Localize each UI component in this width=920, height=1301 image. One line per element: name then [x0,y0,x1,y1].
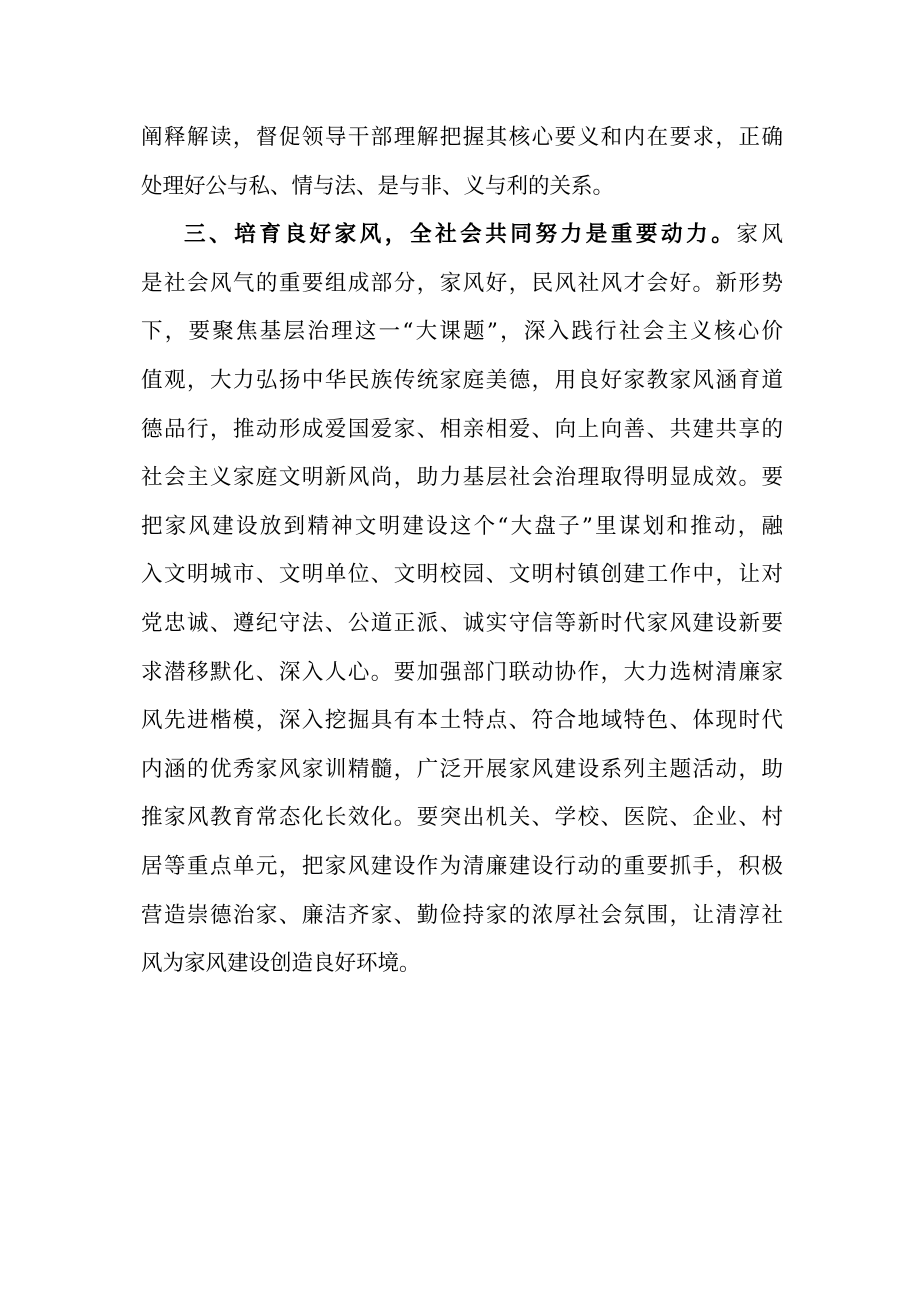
section-heading: 三、培育良好家风，全社会共同努力是重要动力。 [184,222,737,248]
text-line: 居等重点单元，把家风建设作为清廉建设行动的重要抓手，积极 [141,853,783,879]
text-line: 下，要聚焦基层治理这一“大课题”，深入践行社会主义核心价 [141,319,783,345]
text-line: 阐释解读，督促领导干部理解把握其核心要义和内在要求，正确 [141,125,783,150]
text-line: 内涵的优秀家风家训精髓，广泛开展家风建设系列主题活动，助 [141,756,783,782]
text-line: 值观，大力弘扬中华民族传统家庭美德，用良好家教家风涵育道 [141,367,783,393]
text-line: 德品行，推动形成爱国爱家、相亲相爱、向上向善、共建共享的 [141,416,783,442]
paragraph-continuation [141,114,783,211]
text-line: 是社会风气的重要组成部分，家风好，民风社风才会好。新形势 [141,270,783,296]
text-line: 党忠诚、遵纪守法、公道正派、诚实守信等新时代家风建设新要 [141,610,783,636]
text-line: 求潜移默化、深入人心。要加强部门联动协作，大力选树清廉家 [141,659,783,685]
text-line: 处理好公与私、情与法、是与非、义与利的关系。 [141,173,615,199]
text-line: 推家风教育常态化长效化。要突出机关、学校、医院、企业、村 [141,805,783,831]
text-line-with-heading [141,211,783,260]
text-line: 风先进楷模，深入挖掘具有本土特点、符合地域特色、体现时代 [141,708,783,734]
text-line: 入文明城市、文明单位、文明校园、文明村镇创建工作中，让对 [141,562,783,588]
text-line: 社会主义家庭文明新风尚，助力基层社会治理取得明显成效。要 [141,465,783,491]
paragraph-section-three [141,211,783,989]
text-line: 风为家风建设创造良好环境。 [141,951,421,977]
text-line: 营造崇德治家、廉洁齐家、勤俭持家的浓厚社会氛围，让清淳社 [141,902,783,928]
text-run: 家风 [736,222,783,248]
document-page [141,114,783,989]
text-line: 把家风建设放到精神文明建设这个“大盘子”里谋划和推动，融 [141,513,783,539]
